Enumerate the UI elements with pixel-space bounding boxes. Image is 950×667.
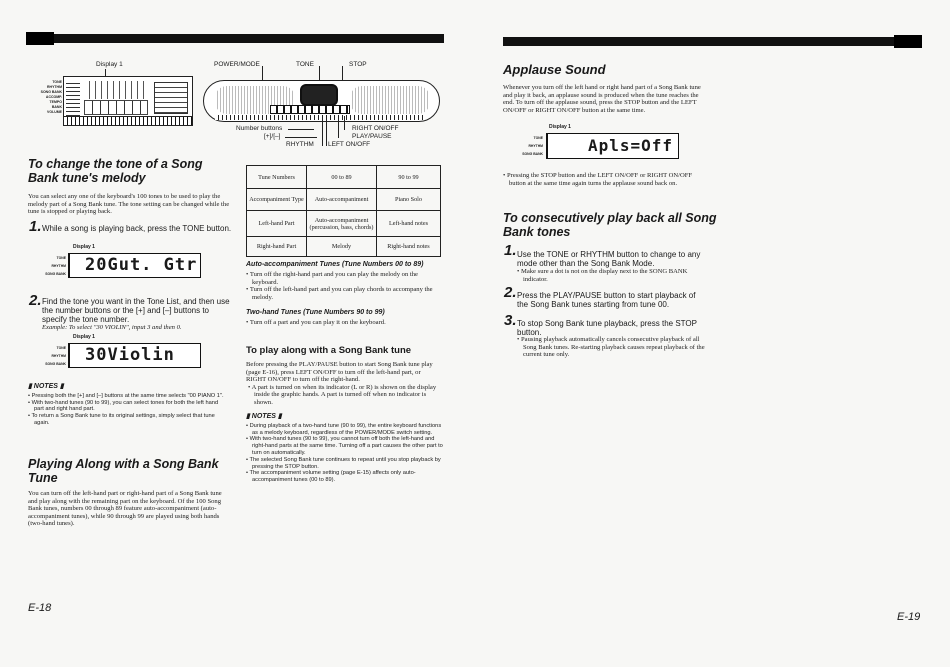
r-step1-text: Use the TONE or RHYTHM button to change to any mode other than the Song Bank Mode. <box>517 250 701 268</box>
step1-number: 1. <box>29 218 42 235</box>
table-cell: Left-hand notes <box>377 211 441 237</box>
left-onoff-label: LEFT ON/OFF <box>328 141 371 148</box>
panel-keyboard-strip <box>215 115 425 120</box>
step2-text: Find the tone you want in the Tone List, and then use the number buttons or the [+] and [–] buttons to specify the tone number. <box>42 297 230 324</box>
middle-notes-heading: ▮ NOTES ▮ <box>246 413 282 420</box>
middle-note-item: • With two-hand tunes (90 to 99), you cannot turn off both the left-hand and right-hand parts at the same time. Turning off a part causes the other part to turn on automatically. <box>246 436 443 456</box>
section2-title: Playing Along with a Song Bank Tune <box>28 457 219 485</box>
speaker-grille-right <box>350 86 430 114</box>
display-label: Display 1 <box>96 61 123 68</box>
playalong-title: To play along with a Song Bank tune <box>246 345 412 356</box>
table-row <box>247 189 441 211</box>
display-1-text: 20Gut. Gtr <box>85 255 198 275</box>
lcd-staff-graphic <box>154 82 188 114</box>
step1-text: While a song is playing back, press the TONE button. <box>42 224 232 233</box>
r-step3-number: 3. <box>504 312 517 329</box>
tune-type-table <box>246 165 441 257</box>
play-pause-label: PLAY/PAUSE <box>352 133 392 140</box>
left-note-item: • To return a Song Bank tune to its original settings, simply select that tune again. <box>28 413 215 426</box>
display-2-label: Display 1 <box>73 334 95 340</box>
display-applause-label: Display 1 <box>549 124 571 130</box>
number-buttons-strip <box>270 105 350 114</box>
table-cell: Piano Solo <box>377 189 441 211</box>
rhythm-leader <box>322 116 323 146</box>
stop-label: STOP <box>349 61 367 68</box>
table-cell: Auto-accompaniment <box>307 189 377 211</box>
left-page-number: E-18 <box>28 602 52 614</box>
right-header-bar <box>503 37 921 46</box>
auto-heading: Auto-accompaniment Tunes (Tune Numbers 00 to 89) <box>246 261 424 268</box>
display-1-diagram <box>63 76 193 126</box>
panel-display-window <box>300 84 338 106</box>
power-mode-label: POWER/MODE <box>214 61 260 68</box>
playalong-body: Before pressing the PLAY/PAUSE button to start Song Bank tune play (page E-16), press LEFT ON/OFF to turn off the left-hand part, or RIGHT ON/OFF to turn off the right-hand. • A part is turned on when its indicator (L or R) is shown on the display inside the graphic hands. A part is turned off when no indicator is shown. <box>246 361 442 407</box>
applause-item: • Pressing the STOP button and the LEFT ON/OFF or RIGHT ON/OFF button at the same time again turns the applause sound back on. <box>503 172 693 187</box>
lcd-indicators <box>66 80 80 120</box>
display-1-label: Display 1 <box>73 244 95 250</box>
plus-minus-label: [+]/[–] <box>264 133 281 140</box>
applause-items <box>503 172 705 187</box>
left-note-item: • Pressing both the [+] and [–] buttons at the same time selects "00 PIANO 1". <box>28 392 224 399</box>
left-header-bar <box>26 34 444 43</box>
playalong-item: • A part is turned on when its indicator (L or R) is shown on the display inside the graphic hands. A part is turned off when no indicator is shown. <box>248 383 437 406</box>
lcd-keyboard-strip <box>64 116 192 125</box>
applause-title: Applause Sound <box>503 62 606 77</box>
r-step1-number: 1. <box>504 242 517 259</box>
lcd-segment-area <box>84 81 148 99</box>
lcd-hands-graphic <box>84 100 148 115</box>
right-header-mark <box>894 35 922 48</box>
table-cell: Tune Numbers <box>247 166 307 189</box>
table-cell: Melody <box>307 237 377 257</box>
pm-leader <box>285 137 317 138</box>
display-mini-labels-2: TONE RHYTHM SONG BANK <box>45 346 66 366</box>
display-mini-labels-3: TONE RHYTHM SONG BANK <box>522 136 543 156</box>
right-onoff-label: RIGHT ON/OFF <box>352 125 399 132</box>
r-step2-number: 2. <box>504 284 517 301</box>
r-step2-text: Press the PLAY/PAUSE button to start playback of the Song Bank tunes starting from tune 00. <box>517 291 696 309</box>
table-row <box>247 237 441 257</box>
middle-note-item: • The accompaniment volume setting (page E-15) affects only auto-accompaniment tunes (00 to 89). <box>246 470 416 484</box>
tone-label: TONE <box>296 61 314 68</box>
auto-item: • Turn off the right-hand part and you can play the melody on the keyboard. <box>246 271 418 286</box>
step2-example: Example: To select "30 VIOLIN", input 3 and then 0. <box>42 324 182 331</box>
r-step3-text: To stop Song Bank tune playback, press the STOP button. <box>517 319 697 337</box>
twohand-item: • Turn off a part and you can play it on the keyboard. <box>246 319 386 326</box>
display-1-tone <box>32 244 212 282</box>
r-step1-item: • Make sure a dot is not on the display next to the SONG BANK indicator. <box>517 268 688 283</box>
section1-title: To change the tone of a Song Bank tune's melody <box>28 157 203 185</box>
display-applause <box>503 124 693 164</box>
table-cell: Auto-accompaniment (percussion, bass, chords) <box>307 211 377 237</box>
display-applause-text: Apls=Off <box>588 136 674 155</box>
left-note-item: • With two-hand tunes (90 to 99), you can select tones for both the left hand part and right hand part. <box>28 399 219 413</box>
r-step3-items <box>517 336 707 359</box>
table-row <box>247 211 441 237</box>
table-cell: 90 to 99 <box>377 166 441 189</box>
section1-intro: You can select any one of the keyboard's 100 tones to be used to play the melody part of a Song Bank tune. The tone setting can be changed while the tune is stopped or playing back. <box>28 193 230 216</box>
twohand-heading: Two-hand Tunes (Tune Numbers 90 to 99) <box>246 309 385 316</box>
right-page-number: E-19 <box>897 611 921 623</box>
section2-body: You can turn off the left-hand part or right-hand part of a Song Bank tune and play along with the remaining part on the keyboard. Of the 100 Song Bank tunes, numbers 00 through 89 feature auto-accompaniment (auto-accompaniment tunes), while 90 through 99 are played using both hands (two-hand tunes). <box>28 490 222 528</box>
twohand-items <box>246 319 442 327</box>
applause-body: Whenever you turn off the left hand or right hand part of a Song Bank tune and play it back, an applause sound is produced when the tune reaches the end. To turn off the applause sound, press the STOP button and the LEFT ON/OFF or RIGHT ON/OFF button at the same time. <box>503 84 701 114</box>
left-notes-heading: ▮ NOTES ▮ <box>28 383 64 390</box>
middle-notes <box>246 414 444 484</box>
left-notes <box>28 384 228 427</box>
auto-items <box>246 271 442 301</box>
display-2-text: 30Violin <box>85 345 175 365</box>
rhythm-label: RHYTHM <box>286 141 314 148</box>
table-row <box>247 166 441 189</box>
play-leader <box>338 116 339 138</box>
display-mini-labels: TONE RHYTHM SONG BANK <box>45 256 66 276</box>
auto-item: • Turn off the left-hand part and you can play chords to accompany the melody. <box>246 286 433 301</box>
middle-note-item: • During playback of a two-hand tune (90 to 99), the entire keyboard functions as a melody keyboard, regardless of the POWER/MODE switch setting. <box>246 422 442 436</box>
r-step3-item: • Pausing playback automatically cancels consecutive playback of all Song Bank tunes. Re-starting playback causes repeat playback of the current tune only. <box>517 336 705 359</box>
display-1-violin <box>32 334 212 372</box>
number-buttons-label: Number buttons <box>236 125 283 132</box>
left-header-mark <box>26 32 54 45</box>
middle-note-item: • The selected Song Bank tune continues to repeat until you stop playback by pressing the STOP button. <box>246 456 441 470</box>
table-cell: Accompaniment Type <box>247 189 307 211</box>
right-leader <box>344 116 345 130</box>
step2-number: 2. <box>29 292 42 309</box>
table-cell: Right-hand Part <box>247 237 307 257</box>
table-cell: 00 to 89 <box>307 166 377 189</box>
lcd-side-labels: TONE RHYTHM SONG BANK ACCOMP. TEMPO BANK VOLUME <box>40 80 62 114</box>
table-cell: Left-hand Part <box>247 211 307 237</box>
consec-title: To consecutively play back all Song Bank tones <box>503 211 717 239</box>
table-cell: Right-hand notes <box>377 237 441 257</box>
r-step1-items <box>517 268 707 283</box>
nb-leader <box>288 129 314 130</box>
left-leader <box>326 116 327 146</box>
